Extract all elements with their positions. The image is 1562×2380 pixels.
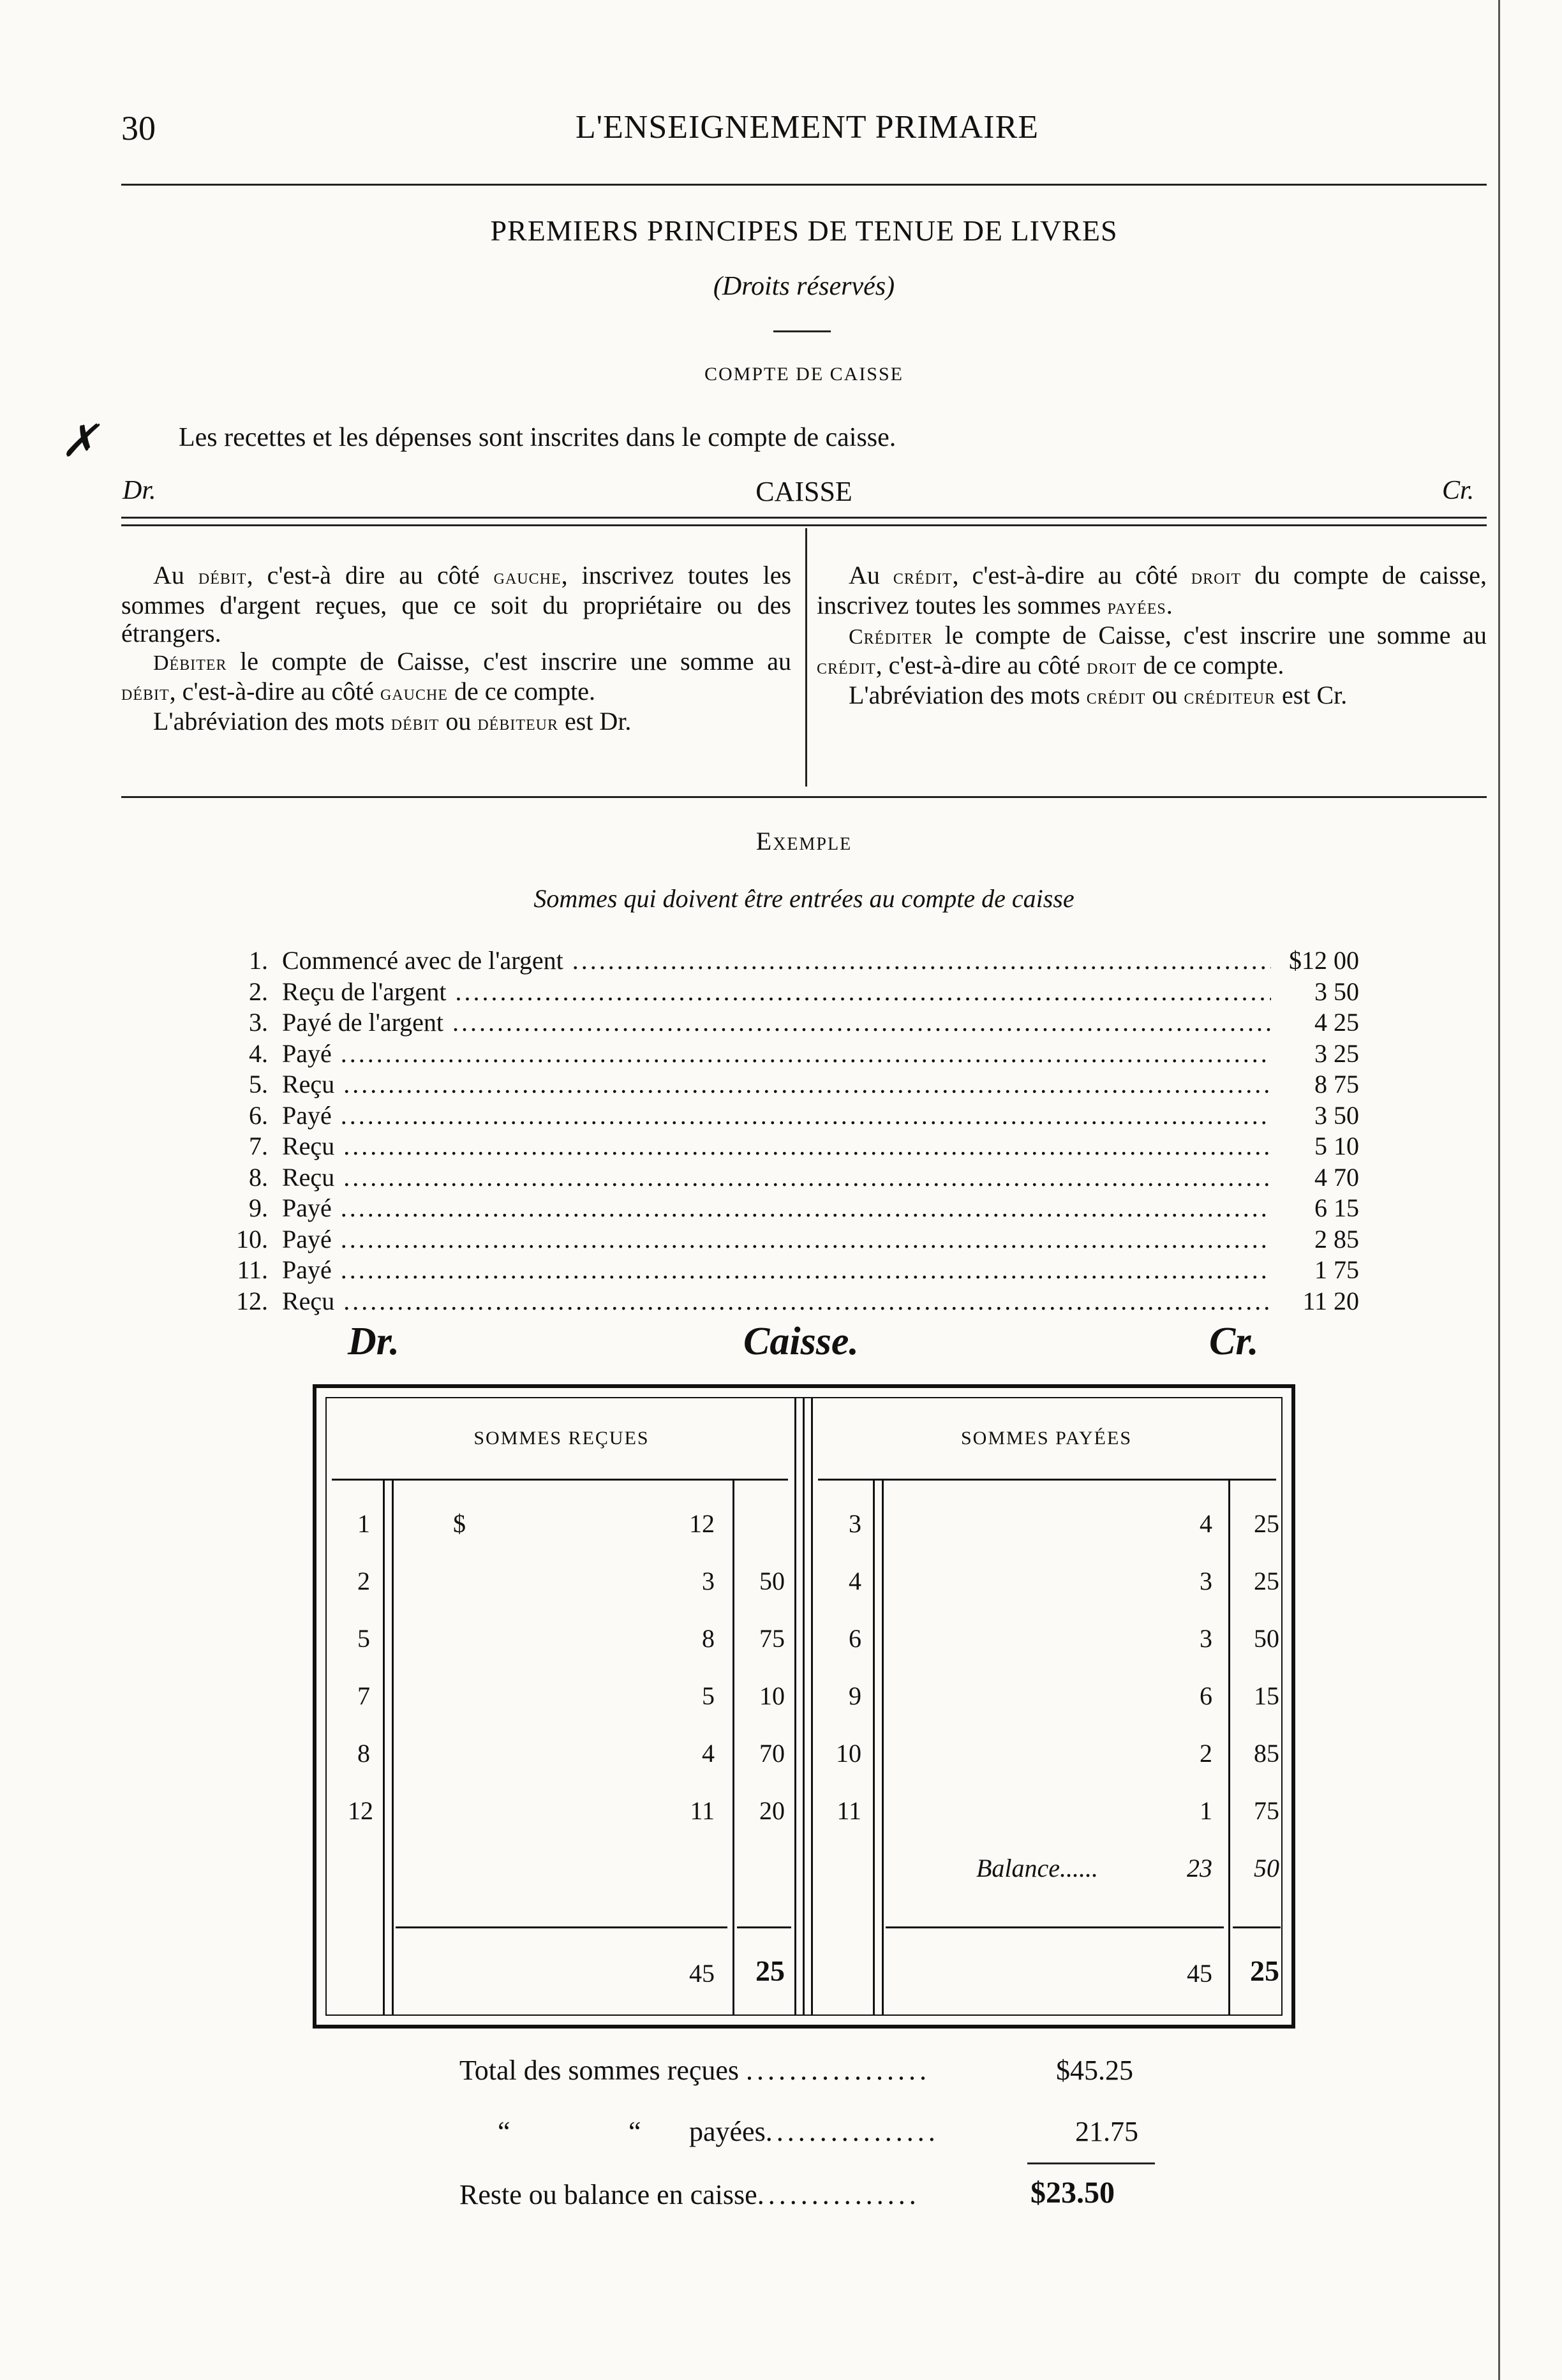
left-row-dollars: 3: [702, 1567, 715, 1595]
column-divider: [805, 528, 807, 787]
left-row-dollars: 5: [702, 1682, 715, 1710]
right-total-cents: 25: [1250, 1955, 1279, 1987]
right-row-dollars: 1: [1200, 1796, 1212, 1825]
left-row-cents: 10: [759, 1682, 785, 1710]
balance-remaining-label: Reste ou balance en caisse...............: [459, 2179, 920, 2210]
right-head-rule: [818, 1479, 1276, 1481]
ledger-center-line-2: [803, 1397, 805, 2016]
right-row-num: 3: [849, 1509, 861, 1538]
running-title: L'ENSEIGNEMENT PRIMAIRE: [575, 109, 1039, 145]
left-row-num: 5: [357, 1624, 370, 1653]
right-row-cents: 85: [1254, 1739, 1279, 1768]
right-row-dollars: 6: [1200, 1682, 1212, 1710]
right-row-cents: 75: [1254, 1796, 1279, 1825]
ledger-title: Caisse.: [743, 1320, 859, 1363]
scan-edge-line: [1498, 0, 1500, 2380]
list-item: 8. Reçu ..... 4 70: [211, 1162, 1359, 1194]
account-dr: Dr.: [123, 476, 156, 505]
exemple-subheading: Sommes qui doivent être entrées au compte de caisse: [533, 884, 1075, 913]
article-title: PREMIERS PRINCIPES DE TENUE DE LIVRES: [490, 214, 1118, 247]
left-total-rule: [396, 1926, 727, 1928]
debit-explanation: Au débit, c'est-à dire au côté gauche, inscrivez toutes les sommes d'argent reçues, que ce soit du propriétaire ou des étrangers. Débiter le compte de Caisse, c'est inscrire une somme au débit, c'est-à-dire au côté gauche de ce compte. L'abréviation des mots débit ou débiteur est Dr.: [121, 561, 792, 735]
page-number: 30: [121, 109, 156, 147]
right-cents-line: [1228, 1480, 1230, 2016]
total-paid-quote-1: “: [498, 2116, 510, 2147]
right-total-rule: [886, 1926, 1224, 1928]
left-num-line-2: [392, 1480, 394, 2016]
left-row-num: 2: [357, 1567, 370, 1595]
right-row-dollars: 2: [1200, 1739, 1212, 1768]
exemple-heading: Exemple: [755, 827, 852, 855]
left-row-num: 7: [357, 1682, 370, 1710]
ledger-dr: Dr.: [348, 1320, 399, 1363]
left-row-cents: 70: [759, 1739, 785, 1768]
ledger-center-line-1: [794, 1397, 796, 2016]
section-rule: [121, 796, 1487, 798]
right-row-num: 4: [849, 1567, 861, 1595]
short-rule: [773, 330, 831, 332]
left-total-dollars: 45: [689, 1959, 715, 1988]
right-row-cents: 25: [1254, 1509, 1279, 1538]
left-cents-line: [733, 1480, 734, 2016]
right-row-num: 6: [849, 1624, 861, 1653]
account-double-rule-top: [121, 517, 1487, 519]
right-row-num: 9: [849, 1682, 861, 1710]
right-row-num: 10: [836, 1739, 861, 1768]
list-item: 10. Payé ..... 2 85: [211, 1224, 1359, 1255]
list-item: 2. Reçu de l'argent ..... 3 50: [211, 977, 1359, 1008]
left-row-cents: 75: [759, 1624, 785, 1653]
right-num-line-1: [873, 1480, 875, 2016]
left-total-cents: 25: [755, 1955, 785, 1987]
balance-dollars: 23: [1187, 1854, 1212, 1882]
left-row-cents: 20: [759, 1796, 785, 1825]
list-item: 11. Payé ..... 1 75: [211, 1255, 1359, 1286]
list-item: 12. Reçu ..... 11 20: [211, 1286, 1359, 1317]
balance-remaining-value: $23.50: [1030, 2176, 1115, 2210]
balance-cents: 50: [1254, 1854, 1279, 1882]
left-num-line-1: [383, 1480, 385, 2016]
margin-mark: ✗: [61, 417, 98, 466]
total-paid-value: 21.75: [1075, 2116, 1138, 2147]
article-subtitle: (Droits réservés): [713, 272, 895, 301]
right-row-cents: 25: [1254, 1567, 1279, 1595]
total-received-label: Total des sommes reçues .................: [459, 2055, 931, 2086]
right-row-num: 11: [837, 1796, 861, 1825]
list-item: 4. Payé ..... 3 25: [211, 1038, 1359, 1070]
intro-text: Les recettes et les dépenses sont inscrites dans le compte de caisse.: [179, 423, 896, 452]
left-row-num: 8: [357, 1739, 370, 1768]
list-item: 9. Payé ..... 6 15: [211, 1193, 1359, 1224]
header-rule: [121, 184, 1487, 186]
right-total-dollars: 45: [1187, 1959, 1212, 1988]
left-head-rule: [332, 1479, 788, 1481]
dollar-sign: $: [453, 1509, 466, 1538]
left-row-num: 1: [357, 1509, 370, 1538]
right-num-line-2: [882, 1480, 884, 2016]
account-title: CAISSE: [755, 476, 852, 507]
left-row-dollars: 8: [702, 1624, 715, 1653]
list-item: 5. Reçu ..... 8 75: [211, 1069, 1359, 1100]
list-item: 1. Commencé avec de l'argent ..... $12 00: [211, 945, 1359, 977]
compte-label: COMPTE DE CAISSE: [704, 364, 904, 385]
entries-list: [211, 945, 1359, 1317]
right-column-heading: SOMMES PAYÉES: [960, 1428, 1133, 1449]
left-row-num: 12: [348, 1796, 373, 1825]
right-row-cents: 50: [1254, 1624, 1279, 1653]
total-paid-rule: [1027, 2162, 1155, 2164]
total-received-value: $45.25: [1056, 2055, 1133, 2086]
ledger-cr: Cr.: [1209, 1320, 1259, 1363]
right-row-dollars: 3: [1200, 1624, 1212, 1653]
right-row-dollars: 3: [1200, 1567, 1212, 1595]
list-item: 3. Payé de l'argent ..... 4 25: [211, 1007, 1359, 1038]
right-row-dollars: 4: [1200, 1509, 1212, 1538]
left-row-dollars: 12: [689, 1509, 715, 1538]
left-column-heading: SOMMES REÇUES: [473, 1428, 650, 1449]
left-row-cents: 50: [759, 1567, 785, 1595]
account-double-rule-bottom: [121, 524, 1487, 526]
account-cr: Cr.: [1442, 476, 1475, 505]
total-paid-quote-2: “: [629, 2116, 641, 2147]
list-item: 7. Reçu ..... 5 10: [211, 1131, 1359, 1162]
credit-explanation: Au crédit, c'est-à-dire au côté droit du compte de caisse, inscrivez toutes les sommes payées. Créditer le compte de Caisse, c'est inscrire une somme au crédit, c'est-à-dire au côté droit de ce compte. L'abréviation des mots crédit ou créditeur est Cr.: [817, 561, 1487, 709]
balance-label: Balance......: [976, 1854, 1099, 1882]
total-paid-label: payées................: [689, 2116, 939, 2147]
right-cents-total-rule: [1233, 1926, 1281, 1928]
right-row-cents: 15: [1254, 1682, 1279, 1710]
list-item: 6. Payé ..... 3 50: [211, 1100, 1359, 1132]
left-row-dollars: 4: [702, 1739, 715, 1768]
left-row-dollars: 11: [690, 1796, 715, 1825]
left-cents-total-rule: [737, 1926, 791, 1928]
